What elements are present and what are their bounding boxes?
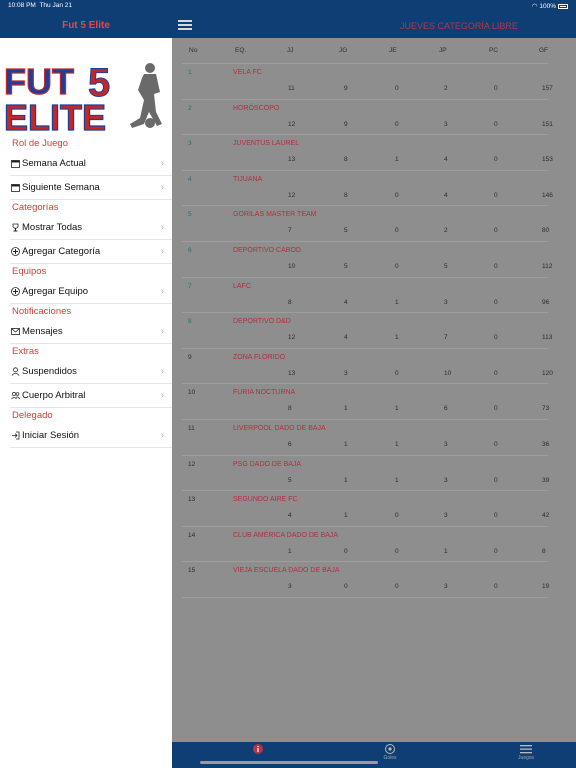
stat-pc: 0 [494, 85, 498, 92]
table-row[interactable] [182, 206, 548, 242]
team-rank: 6 [188, 246, 192, 254]
menu-item-label: Suspendidos [22, 366, 77, 377]
chevron-right-icon: › [160, 182, 164, 193]
stat-jg: 9 [344, 85, 348, 92]
stat-pc: 0 [494, 405, 498, 413]
table-row[interactable] [182, 491, 548, 527]
stat-je: 0 [395, 547, 399, 555]
stat-jp: 4 [444, 191, 448, 199]
chevron-right-icon: › [160, 222, 164, 233]
menu-section-title: Equipos [12, 266, 47, 277]
stat-gf: 146 [542, 191, 553, 199]
team-name: DEPORTIVO D&D [233, 318, 291, 326]
menu-item-label: Agregar Categoría [22, 246, 101, 257]
stat-jj: 13 [288, 369, 296, 377]
team-rank: 2 [188, 104, 192, 112]
stat-jj: 10 [288, 262, 296, 270]
stat-jg: 4 [344, 334, 348, 342]
stat-gf: 39 [542, 476, 550, 484]
chevron-right-icon: › [160, 390, 164, 401]
menu-section-title: Rol de Juego [12, 138, 68, 149]
stat-jj: 8 [288, 405, 292, 413]
tab-juegos-label: Juegos [517, 755, 535, 761]
menu-item-label: Mensajes [22, 326, 63, 337]
stat-pc: 0 [494, 191, 498, 199]
stat-je: 1 [395, 298, 399, 306]
stat-je: 1 [395, 405, 399, 413]
standings-table [182, 40, 553, 598]
stat-je: 0 [395, 191, 399, 199]
stat-jg: 5 [344, 262, 348, 270]
menu-item[interactable] [10, 176, 172, 200]
stat-jp: 3 [444, 512, 448, 520]
menu-item-label: Iniciar Sesión [22, 430, 80, 441]
chevron-right-icon: › [160, 430, 164, 441]
stat-gf: 151 [542, 120, 553, 128]
sidebar [0, 0, 172, 768]
status-time: 10:08 PM Thu Jan 21 [8, 2, 72, 9]
sidebar-menu [0, 136, 172, 448]
stat-jj: 13 [288, 156, 296, 164]
stat-jj: 3 [288, 583, 292, 591]
stat-jg: 1 [344, 440, 348, 448]
stat-gf: 96 [542, 298, 550, 306]
stat-jj: 8 [288, 298, 292, 306]
stat-jg: 1 [344, 512, 348, 520]
menu-item-label: Agregar Equipo [22, 286, 89, 297]
table-row[interactable] [182, 313, 553, 349]
stat-je: 0 [395, 120, 399, 128]
team-name: LAFC [233, 282, 251, 290]
stat-jp: 2 [444, 227, 448, 235]
menu-item[interactable] [10, 360, 172, 384]
stat-gf: 73 [542, 405, 550, 413]
team-name: SEGUNDO AIRE FC [233, 496, 298, 504]
stat-gf: 120 [542, 369, 553, 377]
stat-gf: 153 [542, 156, 553, 164]
stat-gf: 42 [542, 512, 550, 520]
team-rank: 7 [188, 282, 192, 290]
team-name: DEPORTIVO CABOD [233, 246, 301, 254]
main-panel [172, 0, 576, 768]
table-row[interactable] [182, 562, 548, 598]
stat-pc: 0 [494, 547, 498, 555]
table-row[interactable] [182, 349, 553, 385]
stat-jp: 2 [444, 85, 448, 92]
team-rank: 9 [188, 353, 192, 361]
menu-item[interactable] [10, 280, 172, 304]
list-icon [520, 744, 532, 754]
column-header: JG [339, 47, 348, 54]
stat-pc: 0 [494, 583, 498, 591]
team-rank: 3 [188, 140, 192, 148]
team-name: ZONA FLORIDO [233, 353, 286, 361]
stat-jj: 7 [288, 227, 292, 235]
stat-jg: 9 [344, 120, 348, 128]
stat-jp: 7 [444, 334, 448, 342]
tab-info[interactable] [228, 744, 288, 755]
stat-pc: 0 [494, 476, 498, 484]
battery-icon [558, 4, 568, 9]
team-name: TIJUANA [233, 175, 263, 183]
stat-jp: 5 [444, 262, 448, 270]
wifi-icon: ◠ [531, 3, 538, 10]
team-name: PSG DADO DE BAJA [233, 460, 302, 468]
player-silhouette-icon [130, 63, 162, 128]
home-indicator [200, 761, 378, 764]
chevron-right-icon: › [160, 246, 164, 257]
plus-circle-icon [10, 287, 20, 297]
stat-pc: 0 [494, 440, 498, 448]
menu-item-label: Cuerpo Arbitral [22, 390, 86, 401]
menu-item[interactable] [10, 424, 172, 448]
stat-jj: 5 [288, 476, 292, 484]
svg-text:FUT: FUT [4, 61, 74, 102]
stat-pc: 0 [494, 298, 498, 306]
app-logo [0, 38, 172, 136]
stat-gf: 157 [542, 85, 553, 92]
calendar-icon [10, 159, 20, 169]
menu-item[interactable] [10, 152, 172, 176]
table-row[interactable] [182, 278, 548, 314]
team-rank: 10 [188, 389, 196, 397]
menu-item[interactable] [10, 320, 172, 344]
stat-jj: 4 [288, 512, 292, 520]
menu-item-label: Siguiente Semana [22, 182, 100, 193]
team-name: CLUB AMÉRICA DADO DE BAJA [233, 531, 339, 539]
stat-gf: 36 [542, 440, 550, 448]
column-header: GF [539, 47, 549, 54]
team-name: HORÓSCOPO [233, 104, 280, 112]
stat-je: 1 [395, 334, 399, 342]
team-rank: 8 [188, 318, 192, 326]
stat-je: 0 [395, 369, 399, 377]
column-header: No [189, 47, 198, 54]
menu-section-title: Notificaciones [12, 306, 72, 317]
stat-jj: 6 [288, 440, 292, 448]
plus-circle-icon [10, 247, 20, 257]
stat-pc: 0 [494, 156, 498, 164]
menu-section-title: Categorías [12, 202, 59, 213]
stat-jj: 12 [288, 334, 296, 342]
team-rank: 11 [188, 424, 195, 432]
menu-item-label: Mostrar Todas [22, 222, 83, 233]
stat-je: 0 [395, 262, 399, 270]
menu-item-label: Semana Actual [22, 158, 86, 169]
stat-je: 0 [395, 512, 399, 520]
team-rank: 15 [188, 567, 196, 575]
stat-je: 0 [395, 227, 399, 235]
stat-jj: 1 [288, 547, 292, 555]
tab-goles[interactable] [360, 744, 420, 761]
stat-jg: 0 [344, 547, 348, 555]
tab-juegos[interactable] [496, 744, 556, 761]
stat-jg: 5 [344, 227, 348, 235]
calendar-icon [10, 183, 20, 193]
stat-jj: 12 [288, 120, 296, 128]
team-rank: 5 [188, 211, 192, 219]
menu-item[interactable] [10, 384, 172, 408]
stat-jp: 1 [444, 547, 448, 555]
stat-gf: 19 [542, 583, 550, 591]
team-rank: 14 [188, 531, 196, 539]
person-icon [10, 367, 20, 377]
status-bar [0, 0, 576, 12]
team-rank: 4 [188, 175, 192, 183]
stat-jg: 4 [344, 298, 348, 306]
battery-percent: 100% [539, 3, 556, 10]
stat-jg: 1 [344, 405, 348, 413]
table-row[interactable] [182, 64, 553, 100]
stat-je: 1 [395, 476, 399, 484]
stat-pc: 0 [494, 334, 498, 342]
team-name: LIVERPOOL DADO DE BAJA [233, 424, 326, 432]
stat-jg: 3 [344, 369, 348, 377]
team-name: GORILAS MASTER TEAM [233, 211, 317, 219]
table-row[interactable] [182, 384, 548, 420]
team-name: VIEJA ESCUELA DADO DE BAJA [233, 567, 340, 575]
stat-gf: 113 [542, 334, 553, 342]
table-row[interactable] [182, 420, 548, 456]
stat-jg: 0 [344, 583, 348, 591]
menu-icon[interactable] [178, 20, 192, 30]
column-header: EQ. [235, 47, 247, 54]
stat-pc: 0 [494, 369, 498, 377]
column-header: JP [439, 47, 447, 54]
menu-item[interactable] [10, 216, 172, 240]
stat-jp: 4 [444, 156, 448, 164]
chevron-right-icon: › [160, 366, 164, 377]
team-name: JUVENTUS LAUREL [233, 140, 300, 148]
table-body [182, 64, 553, 598]
stat-pc: 0 [494, 120, 498, 128]
stat-pc: 0 [494, 512, 498, 520]
stat-gf: 8 [542, 547, 546, 555]
svg-text:ELITE: ELITE [4, 97, 107, 132]
table-header [182, 40, 548, 64]
login-icon [10, 431, 20, 441]
team-rank: 12 [188, 460, 196, 468]
tab-bar [172, 742, 576, 768]
stat-jg: 8 [344, 156, 348, 164]
menu-section-title: Extras [12, 346, 39, 357]
stat-jj: 11 [288, 85, 295, 92]
chevron-right-icon: › [160, 286, 164, 297]
column-header: JJ [287, 47, 294, 54]
stat-je: 1 [395, 440, 399, 448]
stat-jp: 3 [444, 476, 448, 484]
people-icon [10, 391, 20, 401]
stat-pc: 0 [494, 262, 498, 270]
trophy-icon [10, 223, 20, 233]
stat-je: 1 [395, 156, 399, 164]
stat-jp: 3 [444, 440, 448, 448]
info-icon [253, 744, 263, 754]
stat-je: 0 [395, 583, 399, 591]
menu-item[interactable] [10, 240, 172, 264]
app-title: Fut 5 Elite [62, 20, 110, 31]
stat-jp: 6 [444, 405, 448, 413]
team-rank: 1 [188, 69, 192, 76]
stat-jg: 8 [344, 191, 348, 199]
table-row[interactable] [182, 242, 553, 278]
stat-jp: 3 [444, 583, 448, 591]
table-row[interactable] [182, 456, 548, 492]
soccer-ball-icon [385, 744, 395, 754]
stat-jj: 12 [288, 191, 296, 199]
stat-gf: 112 [542, 262, 553, 270]
team-rank: 13 [188, 496, 196, 504]
stat-je: 0 [395, 85, 399, 92]
stat-pc: 0 [494, 227, 498, 235]
menu-section-title: Delegado [12, 410, 53, 421]
stat-jp: 10 [444, 369, 452, 377]
tab-goles-label: Goles [383, 755, 397, 761]
chevron-right-icon: › [160, 158, 164, 169]
stat-jp: 3 [444, 298, 448, 306]
svg-text:5: 5 [88, 61, 111, 105]
table-row[interactable] [182, 527, 548, 563]
column-header: PC [489, 47, 499, 54]
table-row[interactable] [182, 135, 553, 171]
table-row[interactable] [182, 171, 553, 207]
column-header: JE [389, 47, 397, 54]
stat-jp: 3 [444, 120, 448, 128]
page-title: JUEVES CATEGORÍA LIBRE [400, 21, 518, 31]
table-row[interactable] [182, 100, 553, 136]
chevron-right-icon: › [160, 326, 164, 337]
logo-graphic [4, 60, 164, 132]
envelope-icon [10, 327, 20, 337]
team-name: VELA FC [233, 69, 262, 76]
stat-gf: 80 [542, 227, 550, 235]
team-name: FURIA NOCTURNA [233, 389, 296, 397]
status-right [532, 2, 568, 10]
stat-jg: 1 [344, 476, 348, 484]
